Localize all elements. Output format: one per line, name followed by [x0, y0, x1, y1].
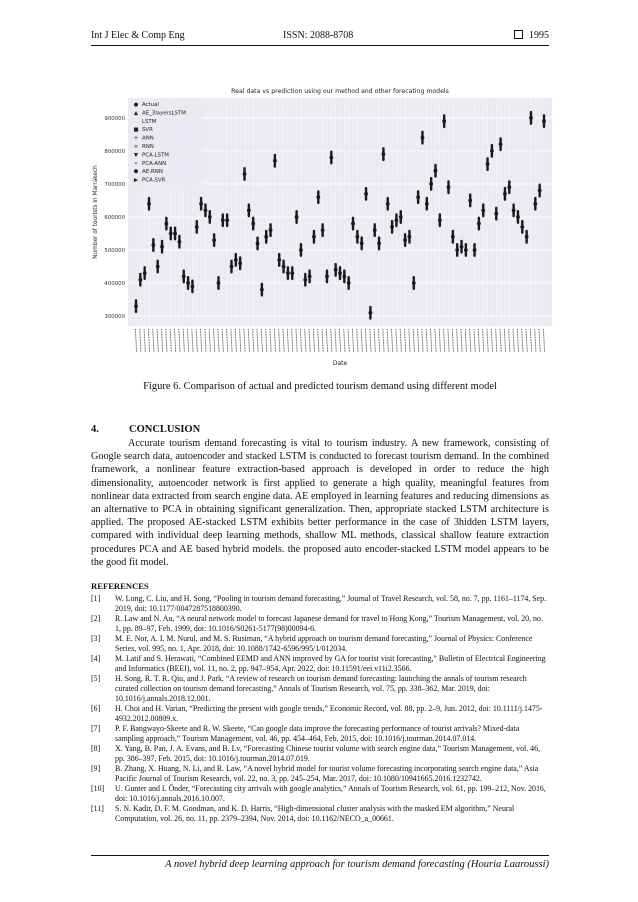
y-tick-label: 700000 — [104, 181, 125, 188]
actual-point — [529, 116, 533, 120]
reference-item — [91, 764, 549, 784]
x-tick-label — [522, 329, 523, 352]
section-number: 4. — [91, 424, 99, 435]
x-tick-label — [300, 329, 301, 352]
y-tick-label: 400000 — [104, 281, 125, 288]
actual-point — [234, 258, 238, 262]
y-tick-label: 300000 — [104, 314, 125, 321]
y-tick-label: 500000 — [104, 248, 125, 254]
actual-point — [290, 271, 294, 275]
section-heading — [91, 424, 200, 435]
x-tick-label — [274, 329, 275, 352]
x-tick-label — [422, 329, 423, 352]
reference-text: U. Gunter and I. Önder, “Forecasting city arrivals with google analytics,” Annals of Tourism Research, vol. 61, pp. 199–212, Nov. 2016, doi: 10.1016/j.annals.2016.10.007. — [115, 784, 546, 803]
x-tick-label — [205, 329, 206, 352]
x-tick-label — [279, 329, 280, 352]
actual-point — [360, 241, 364, 245]
actual-point — [382, 152, 386, 156]
actual-point — [368, 311, 372, 315]
actual-point — [468, 199, 472, 203]
legend-marker: ● — [133, 102, 139, 108]
x-tick-label — [344, 329, 345, 352]
actual-point — [325, 275, 329, 279]
actual-point — [351, 222, 355, 226]
x-tick-label — [457, 329, 458, 352]
actual-point — [329, 156, 333, 160]
actual-point — [138, 278, 142, 282]
x-tick-label — [483, 329, 484, 352]
actual-point — [173, 232, 177, 236]
actual-point — [186, 281, 190, 285]
actual-point — [321, 228, 325, 232]
x-tick-label — [240, 329, 241, 352]
actual-point — [416, 195, 420, 199]
x-tick-label — [335, 329, 336, 352]
reference-item — [91, 654, 549, 674]
legend-entry: ANN — [142, 135, 154, 142]
reference-number: [10] — [91, 784, 105, 793]
reference-text: W. Long, C. Liu, and H. Song, “Pooling in tourism demand forecasting,” Journal of Travel Research, vol. 58, no. 7, pp. 1161–1174, Sep. 2019, doi: 10.1177/0047287518800390. — [115, 594, 547, 613]
x-tick-label — [530, 329, 531, 352]
x-tick-label — [218, 329, 219, 352]
actual-point — [151, 243, 155, 247]
x-tick-label — [500, 329, 501, 352]
actual-point — [156, 265, 160, 269]
reference-item — [91, 594, 549, 614]
x-tick-label — [144, 329, 145, 352]
actual-point — [386, 202, 390, 206]
x-tick-label — [287, 329, 288, 352]
x-tick-label — [322, 329, 323, 352]
actual-point — [225, 218, 229, 222]
actual-point — [464, 248, 468, 252]
legend-entry: PCA-ANN — [142, 160, 167, 167]
header-rule — [91, 45, 549, 46]
actual-point — [538, 189, 542, 193]
reference-number: [9] — [91, 764, 101, 773]
actual-point — [412, 281, 416, 285]
x-tick-label — [201, 329, 202, 352]
actual-point — [525, 235, 529, 239]
x-tick-label — [496, 329, 497, 352]
x-tick-label — [543, 329, 544, 352]
x-tick-label — [209, 329, 210, 352]
actual-point — [377, 241, 381, 245]
actual-point — [277, 258, 281, 262]
actual-point — [238, 261, 242, 265]
actual-point — [273, 159, 277, 163]
section-title: CONCLUSION — [129, 424, 201, 435]
actual-point — [347, 281, 351, 285]
actual-point — [542, 119, 546, 123]
x-tick-label — [318, 329, 319, 352]
x-tick-label — [174, 329, 175, 352]
actual-point — [512, 208, 516, 212]
x-axis — [135, 329, 544, 352]
actual-point — [503, 192, 507, 196]
x-tick-label — [405, 329, 406, 352]
actual-point — [373, 228, 377, 232]
x-tick-label — [261, 329, 262, 352]
x-tick-label — [153, 329, 154, 352]
legend-entry: AE_3layersLSTM — [142, 110, 186, 117]
x-tick-label — [253, 329, 254, 352]
x-tick-label — [539, 329, 540, 352]
x-tick-label — [326, 329, 327, 352]
actual-point — [342, 275, 346, 279]
forecast-chart — [88, 84, 558, 376]
issn: ISSN: 2088-8708 — [283, 30, 354, 41]
x-tick-label — [431, 329, 432, 352]
x-tick-label — [157, 329, 158, 352]
reference-number: [5] — [91, 674, 101, 683]
x-tick-label — [418, 329, 419, 352]
y-tick-label: 900000 — [104, 115, 125, 122]
reference-text: X. Yang, B. Pan, J. A. Evans, and B. Lv, “Forecasting Chinese tourist volume with search engine data,” Tourism Management, vol. 46, pp. 386–397, Feb. 2015, doi: 10.1016/j.tourman.2014.07.019. — [115, 744, 541, 763]
legend — [131, 100, 203, 188]
reference-text: M. Latif and S. Herawati, “Combined EEMD and ANN improved by GA for tourist visit forecasting,” Bulletin of Electrical Engineering and Informatics (BEEI), vol. 11, no. 2, pp. 947–954, Apr. 2022, doi: 10.11591/eei.v11i2.3566. — [115, 654, 546, 673]
actual-point — [269, 228, 273, 232]
x-tick-label — [413, 329, 414, 352]
actual-point — [230, 265, 234, 269]
actual-point — [286, 271, 290, 275]
x-tick-label — [257, 329, 258, 352]
legend-marker: • — [134, 160, 138, 167]
x-tick-label — [248, 329, 249, 352]
actual-point — [182, 275, 186, 279]
x-tick-label — [474, 329, 475, 352]
actual-point — [438, 218, 442, 222]
x-tick-label — [517, 329, 518, 352]
legend-marker: × — [133, 144, 139, 150]
actual-point — [477, 222, 481, 226]
reference-text: M. E. Nor, A. I. M. Nurul, and M. S. Rusiman, “A hybrid approach on tourism demand forecasting,” Journal of Physics: Conference Series, vol. 995, no. 1, Apr. 2018, doi: 10.1088/1742-6596/995/1/012034. — [115, 634, 533, 653]
footer-rule — [91, 855, 549, 856]
legend-marker: ▼ — [133, 152, 139, 159]
actual-point — [429, 182, 433, 186]
actual-point — [282, 265, 286, 269]
actual-point — [490, 149, 494, 153]
actual-point — [164, 222, 168, 226]
x-tick-label — [504, 329, 505, 352]
y-tick-label: 600000 — [104, 214, 125, 221]
actual-point — [251, 222, 255, 226]
x-tick-label — [361, 329, 362, 352]
reference-text: R. Law and N. Au, “A neural network model to forecast Japanese demand for travel to Hong Kong,” Tourism Management, vol. 20, no. 1, pp. 89–97, Feb. 1999, doi: 10.1016/S0261-5177(98)00094-6. — [115, 614, 543, 633]
actual-point — [507, 185, 511, 189]
x-tick-label — [465, 329, 466, 352]
actual-point — [260, 288, 264, 292]
actual-point — [499, 142, 503, 146]
x-tick-label — [313, 329, 314, 352]
actual-point — [460, 245, 464, 249]
actual-point — [243, 172, 247, 176]
x-tick-label — [348, 329, 349, 352]
y-tick-label: 800000 — [104, 148, 125, 155]
x-tick-label — [135, 329, 136, 352]
x-tick-label — [196, 329, 197, 352]
checkbox-icon — [514, 30, 523, 39]
actual-point — [212, 238, 216, 242]
x-tick-label — [227, 329, 228, 352]
actual-point — [442, 119, 446, 123]
x-tick-label — [266, 329, 267, 352]
reference-number: [11] — [91, 804, 104, 813]
actual-point — [334, 268, 338, 272]
legend-entry: RNN — [142, 144, 154, 150]
reference-item — [91, 804, 549, 824]
x-tick-label — [439, 329, 440, 352]
x-tick-label — [461, 329, 462, 352]
x-tick-label — [270, 329, 271, 352]
reference-item — [91, 704, 549, 724]
actual-point — [299, 248, 303, 252]
reference-item — [91, 724, 549, 744]
actual-point — [364, 192, 368, 196]
actual-point — [516, 215, 520, 219]
reference-text: B. Zhang, X. Huang, N. Li, and R. Law, “A novel hybrid model for tourist volume forecasting incorporating search engine data,” Asia Pacific Journal of Tourism Research, vol. 22, no. 3, pp. 245–254, Mar. 2017, doi: 10.1080/10941665.2016.1232742. — [115, 764, 539, 783]
x-tick-label — [339, 329, 340, 352]
legend-marker: ■ — [133, 127, 139, 134]
actual-point — [390, 225, 394, 229]
page-number: 1995 — [529, 30, 549, 41]
actual-point — [221, 218, 225, 222]
actual-point — [447, 185, 451, 189]
reference-number: [1] — [91, 594, 101, 603]
x-tick-label — [357, 329, 358, 352]
reference-item — [91, 614, 549, 634]
running-footer: A novel hybrid deep learning approach for tourism demand forecasting (Houria Laaroussi) — [165, 859, 549, 870]
reference-number: [6] — [91, 704, 101, 713]
actual-point — [308, 275, 312, 279]
x-tick-label — [222, 329, 223, 352]
x-tick-label — [292, 329, 293, 352]
actual-point — [486, 162, 490, 166]
x-tick-label — [426, 329, 427, 352]
reference-text: P. F. Bangwayo-Skeete and R. W. Skeete, “Can google data improve the forecasting performance of tourist arrivals? Mixed-data sampling approach,” Tourism Management, vol. 46, pp. 454–464, Feb. 2015, doi: 10.1016/j.tourman.2014.07.014. — [115, 724, 520, 743]
actual-point — [355, 235, 359, 239]
legend-entry: PCA-SVR — [142, 177, 166, 184]
actual-point — [408, 235, 412, 239]
actual-point — [434, 169, 438, 173]
x-tick-label — [396, 329, 397, 352]
reference-item — [91, 634, 549, 654]
x-tick-label — [491, 329, 492, 352]
x-tick-label — [478, 329, 479, 352]
actual-point — [199, 202, 203, 206]
x-tick-label — [179, 329, 180, 352]
actual-point — [264, 235, 268, 239]
reference-number: [4] — [91, 654, 101, 663]
figure-caption: Figure 6. Comparison of actual and predicted tourism demand using different model — [143, 381, 497, 392]
x-tick-label — [487, 329, 488, 352]
actual-point — [217, 281, 221, 285]
x-tick-label — [400, 329, 401, 352]
actual-point — [473, 248, 477, 252]
legend-entry: PCA-LSTM — [142, 152, 169, 159]
actual-point — [312, 235, 316, 239]
x-tick-label — [235, 329, 236, 352]
reference-text: S. N. Kadir, D. F. M. Goodman, and K. D. Harris, “High-dimensional cluster analysis with the masked EM algorithm,” Neural Computation, vol. 26, no. 11, pp. 2379–2394, Nov. 2014, doi: 10.1162/NECO_a_00661. — [115, 804, 515, 823]
reference-item — [91, 674, 549, 704]
x-tick-label — [305, 329, 306, 352]
x-tick-label — [365, 329, 366, 352]
legend-marker: ⬟ — [133, 169, 139, 176]
y-axis — [104, 116, 125, 320]
actual-point — [520, 225, 524, 229]
x-tick-label — [470, 329, 471, 352]
actual-point — [395, 218, 399, 222]
actual-point — [399, 215, 403, 219]
x-tick-label — [161, 329, 162, 352]
legend-marker: ▶ — [133, 177, 139, 184]
legend-entry: AE-RNN — [142, 169, 163, 176]
x-tick-label — [513, 329, 514, 352]
x-tick-label — [140, 329, 141, 352]
x-tick-label — [187, 329, 188, 352]
actual-point — [425, 202, 429, 206]
actual-point — [421, 136, 425, 140]
actual-point — [316, 195, 320, 199]
page-number-block — [514, 30, 549, 41]
actual-point — [247, 208, 251, 212]
running-header — [91, 30, 549, 44]
actual-point — [295, 215, 299, 219]
x-tick-label — [192, 329, 193, 352]
x-tick-label — [452, 329, 453, 352]
x-tick-label — [352, 329, 353, 352]
actual-point — [256, 241, 260, 245]
x-tick-label — [374, 329, 375, 352]
x-tick-label — [387, 329, 388, 352]
x-tick-label — [444, 329, 445, 352]
actual-point — [403, 238, 407, 242]
actual-point — [303, 278, 307, 282]
conclusion-paragraph: Accurate tourism demand forecasting is vital to tourism industry. A new framework, consisting of Google search data, autoencoder and stacked LSTM is conducted to forecast tourism demand. In the combined framework, a nonlinear feature extraction-based approach is developed in order to reduce the high dimensionality, autoencoder network is first applied to generate a high quality, meaningful features from nonlinear data extracted from search engine data. AE employed in learning features and reducing dimensions as an alternative to PCA in obtaining significant generalization. Then, appropriate stacked LSTM architecture is applied. The proposed AE-stacked LSTM exhibits better performance in the case of 3hidden LSTM layers, compared with individual deep learning methods, shallow ML methods, classical shallow feature extraction procedures PCA and AE based hybrid models. the proposed auto encoder-stacked LSTM model appears to be the good fit model. — [91, 438, 549, 568]
actual-point — [134, 304, 138, 308]
actual-point — [338, 271, 342, 275]
reference-text: H. Choi and H. Varian, “Predicting the present with google trends,” Economic Record, vol. 88, pp. 2–9, Jun. 2012, doi: 10.1111/j.1475-4932.2012.00809.x. — [115, 704, 543, 723]
x-tick-label — [231, 329, 232, 352]
actual-point — [451, 235, 455, 239]
reference-number: [3] — [91, 634, 101, 643]
reference-number: [7] — [91, 724, 101, 733]
x-tick-label — [383, 329, 384, 352]
actual-point — [455, 248, 459, 252]
actual-point — [481, 208, 485, 212]
reference-item — [91, 784, 549, 804]
reference-number: [8] — [91, 744, 101, 753]
actual-point — [169, 232, 173, 236]
x-tick-label — [509, 329, 510, 352]
journal-name: Int J Elec & Comp Eng — [91, 30, 185, 41]
x-tick-label — [448, 329, 449, 352]
legend-entry: LSTM — [142, 118, 157, 125]
actual-point — [195, 225, 199, 229]
x-tick-label — [148, 329, 149, 352]
x-tick-label — [435, 329, 436, 352]
x-tick-label — [283, 329, 284, 352]
x-tick-label — [370, 329, 371, 352]
legend-entry: Actual — [142, 102, 159, 108]
actual-point — [533, 202, 537, 206]
x-tick-label — [535, 329, 536, 352]
reference-text: H. Song, R. T. R. Qiu, and J. Park, “A review of research on tourism demand forecasting: launching the annals of tourism research curated collection on tourism demand forecasting,” Annals of Tourism Research, vol. 75, pp. 338–362, Mar. 2019, doi: 10.1016/j.annals.2018.12.001. — [115, 674, 527, 703]
actual-point — [160, 245, 164, 249]
x-tick-label — [214, 329, 215, 352]
x-tick-label — [244, 329, 245, 352]
reference-item — [91, 744, 549, 764]
actual-point — [147, 202, 151, 206]
legend-marker: ▲ — [133, 110, 139, 117]
x-tick-label — [526, 329, 527, 352]
x-tick-label — [409, 329, 410, 352]
actual-point — [204, 208, 208, 212]
chart-title: Real data vs prediction using our method and other forecating models — [231, 88, 449, 95]
reference-number: [2] — [91, 614, 101, 623]
x-tick-label — [378, 329, 379, 352]
legend-entry: SVR — [142, 127, 153, 134]
x-tick-label — [309, 329, 310, 352]
actual-point — [143, 271, 147, 275]
x-axis-label: Date — [332, 360, 348, 367]
x-tick-label — [296, 329, 297, 352]
x-tick-label — [183, 329, 184, 352]
x-tick-label — [170, 329, 171, 352]
x-tick-label — [391, 329, 392, 352]
y-axis-label: Number of tourists in Marrakech — [93, 165, 99, 259]
actual-point — [191, 284, 195, 288]
reference-list — [91, 594, 549, 824]
x-tick-label — [331, 329, 332, 352]
references-heading: REFERENCES — [91, 581, 149, 591]
legend-marker: + — [133, 135, 139, 142]
x-tick-label — [166, 329, 167, 352]
actual-point — [494, 212, 498, 216]
actual-point — [178, 240, 182, 244]
actual-point — [208, 215, 212, 219]
